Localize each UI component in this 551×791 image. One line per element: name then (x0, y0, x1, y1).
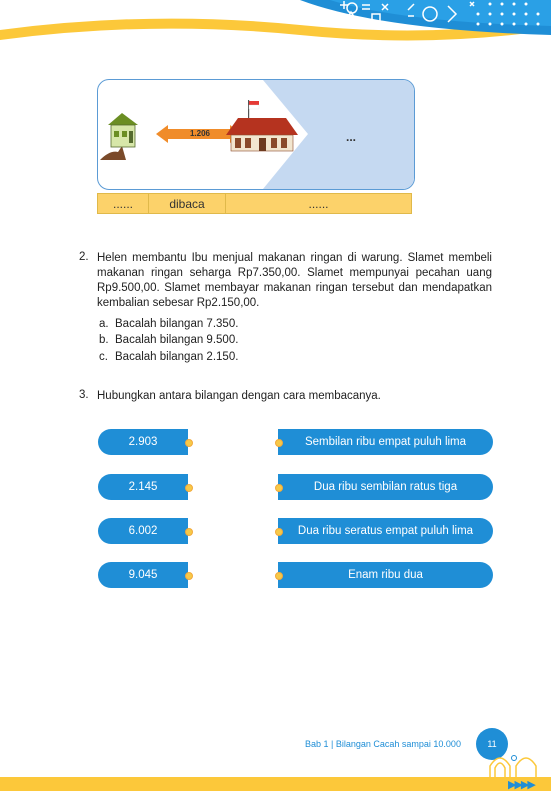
reading-table (97, 193, 412, 214)
header-decoration (0, 0, 551, 60)
question-2-line: kembalian sebesar Rp2.150,00. (97, 297, 260, 309)
connector-dot[interactable] (185, 528, 193, 536)
question-2-line: Rp9.500,00. Slamet membayar makanan ringan tersebut dan mendapatkan (97, 282, 492, 294)
illustration-box (97, 79, 415, 190)
question-2-text (97, 251, 492, 311)
question-3-text: Hubungkan antara bilangan dengan cara membacanya. (97, 390, 381, 402)
reading-pill[interactable]: Sembilan ribu empat puluh lima (278, 429, 493, 455)
house-icon (100, 113, 138, 160)
arrows-icon: ▶▶▶▶ (508, 779, 534, 791)
page-number: 11 (476, 728, 508, 760)
reading-pill[interactable]: Enam ribu dua (278, 562, 493, 588)
arch-decoration-icon (486, 748, 546, 778)
reading-pill[interactable]: Dua ribu seratus empat puluh lima (278, 518, 493, 544)
table-cell-number: ...... (98, 194, 149, 213)
footer-bar (0, 777, 551, 791)
connector-dot[interactable] (185, 439, 193, 447)
question-2-line: Helen membantu Ibu menjual makanan ringan di warung. Slamet membeli (97, 252, 492, 264)
table-cell-reading: ...... (308, 196, 329, 211)
chapter-label: Bab 1 | Bilangan Cacah sampai 10.000 (305, 739, 461, 749)
option-a: a. Bacalah bilangan 7.350. (99, 318, 239, 330)
unknown-placeholder: ... (346, 130, 357, 144)
connector-dot[interactable] (275, 484, 283, 492)
connector-dot[interactable] (275, 528, 283, 536)
connector-dot[interactable] (275, 572, 283, 580)
table-cell-read: dibaca (149, 194, 226, 213)
connector-dot[interactable] (185, 572, 193, 580)
number-pill[interactable]: 2.145 (98, 474, 188, 500)
number-pill[interactable]: 9.045 (98, 562, 188, 588)
question-2-number: 2. (79, 251, 89, 263)
option-b: b. Bacalah bilangan 9.500. (99, 334, 239, 346)
question-3-number: 3. (79, 389, 89, 401)
reading-pill[interactable]: Dua ribu sembilan ratus tiga (278, 474, 493, 500)
option-c: c. Bacalah bilangan 2.150. (99, 351, 239, 363)
question-2-line: makanan ringan seharga Rp7.350,00. Slamet mempunyai pecahan uang (97, 267, 492, 279)
connector-dot[interactable] (185, 484, 193, 492)
number-pill[interactable]: 6.002 (98, 518, 188, 544)
number-pill[interactable]: 2.903 (98, 429, 188, 455)
illustration-drawing (98, 80, 414, 189)
distance-label: 1.206 (189, 129, 211, 138)
connector-dot[interactable] (275, 439, 283, 447)
